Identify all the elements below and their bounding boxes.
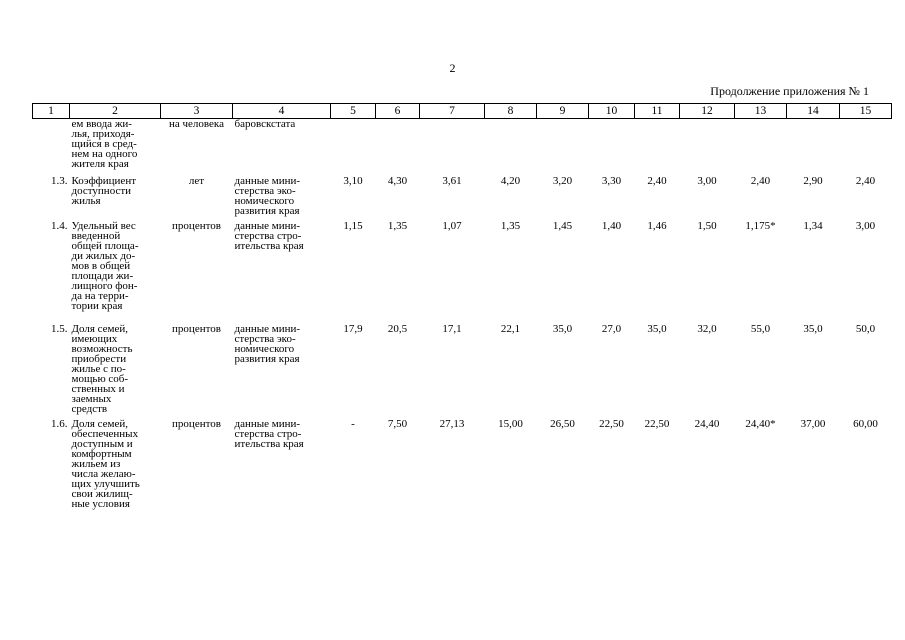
value-cell: 1,34 <box>803 220 823 232</box>
page-number: 2 <box>449 61 456 75</box>
value-cell: 1,15 <box>343 220 363 232</box>
value-cell: 2,90 <box>803 175 823 187</box>
value-cell <box>735 119 787 172</box>
column-header: 7 <box>420 104 485 119</box>
value-cell: 15,00 <box>498 418 523 430</box>
column-header: 8 <box>485 104 537 119</box>
column-header: 11 <box>635 104 680 119</box>
column-header: 4 <box>233 104 331 119</box>
value-cell: 3,00 <box>855 220 876 232</box>
value-cell: 3,30 <box>601 175 622 187</box>
table-row <box>33 119 892 172</box>
unit-of-measure: процентов <box>172 323 221 335</box>
value-cell: 17,1 <box>442 323 462 335</box>
value-cell <box>635 119 680 172</box>
value-cell: 3,00 <box>697 175 717 187</box>
column-header: 1 <box>33 104 70 119</box>
table-row <box>33 319 892 414</box>
value-cell: 26,50 <box>550 418 575 430</box>
indicator-name: Удельный вес введенной общей площа- ди жилых до- мов в общей площади жи- лищного фон- да на терри- тории края <box>71 220 139 312</box>
value-cell: 1,45 <box>552 220 573 232</box>
value-cell: 1,35 <box>500 220 521 232</box>
value-cell: 4,30 <box>387 175 408 187</box>
value-cell: 1,50 <box>697 220 717 232</box>
indicator-name: Доля семей, имеющих возможность приобрести жилье с по- мощью соб- ственных и заемных средств <box>71 323 133 415</box>
column-header: 3 <box>161 104 233 119</box>
data-source: данные мини- стерства эко- номического развития края <box>234 323 301 365</box>
value-cell: 1,175* <box>745 220 776 232</box>
data-source: данные мини- стерства стро- ительства края <box>234 220 304 252</box>
column-header: 6 <box>376 104 420 119</box>
value-cell <box>840 119 892 172</box>
column-header: 2 <box>70 104 161 119</box>
column-header: 12 <box>680 104 735 119</box>
value-cell: 27,13 <box>439 418 465 430</box>
table-row <box>33 414 892 519</box>
value-cell: - <box>351 418 355 430</box>
value-cell: 55,0 <box>750 323 771 335</box>
value-cell: 50,0 <box>855 323 876 335</box>
column-header: 15 <box>840 104 892 119</box>
column-header: 13 <box>735 104 787 119</box>
row-number: 1.4. <box>51 220 68 232</box>
indicators-table <box>32 103 892 519</box>
value-cell: 22,1 <box>500 323 521 335</box>
value-cell: 1,40 <box>601 220 622 232</box>
header-row <box>33 104 892 119</box>
value-cell: 3,20 <box>552 175 573 187</box>
value-cell <box>376 119 420 172</box>
row-number: 1.5. <box>51 323 68 335</box>
value-cell <box>485 119 537 172</box>
value-cell: 3,10 <box>343 175 363 187</box>
value-cell: 35,0 <box>803 323 823 335</box>
value-cell: 2,40 <box>855 175 876 187</box>
value-cell: 4,20 <box>500 175 521 187</box>
value-cell: 60,00 <box>853 418 878 430</box>
value-cell: 35,0 <box>552 323 573 335</box>
column-header: 14 <box>787 104 840 119</box>
value-cell <box>537 119 589 172</box>
row-number <box>33 119 70 172</box>
value-cell: 35,0 <box>647 323 667 335</box>
unit-of-measure: лет <box>188 175 205 187</box>
value-cell: 7,50 <box>387 418 408 430</box>
table-row <box>33 171 892 216</box>
value-cell: 3,61 <box>442 175 462 187</box>
value-cell <box>589 119 635 172</box>
indicator-name: Коэффициент доступности жилья <box>71 175 137 207</box>
row-number: 1.6. <box>51 418 68 430</box>
value-cell: 1,07 <box>442 220 462 232</box>
value-cell: 22,50 <box>599 418 624 430</box>
appendix-continuation-note: Продолжение приложения № 1 <box>710 84 869 98</box>
value-cell: 1,35 <box>387 220 408 232</box>
value-cell: 24,40* <box>745 418 776 430</box>
value-cell <box>787 119 840 172</box>
value-cell: 32,0 <box>697 323 717 335</box>
value-cell <box>420 119 485 172</box>
row-number: 1.3. <box>51 175 68 187</box>
value-cell: 1,46 <box>647 220 667 232</box>
data-source: данные мини- стерства стро- ительства края <box>234 418 304 450</box>
value-cell: 27,0 <box>601 323 622 335</box>
value-cell: 24,40 <box>694 418 720 430</box>
data-source: баровскстата <box>234 118 296 130</box>
value-cell: 37,00 <box>800 418 826 430</box>
indicator-name: Доля семей, обеспеченных доступным и комфортным жильем из числа желаю- щих улучшить свои жилищ- ные условия <box>71 418 140 510</box>
unit-of-measure: на человека <box>169 118 224 130</box>
value-cell: 2,40 <box>647 175 667 187</box>
indicator-name: ем ввода жи- лья, приходя- щийся в сред- нем на одного жителя края <box>71 118 138 170</box>
value-cell: 22,50 <box>644 418 670 430</box>
column-header: 5 <box>331 104 376 119</box>
value-cell <box>331 119 376 172</box>
table-row <box>33 216 892 319</box>
column-header: 10 <box>589 104 635 119</box>
value-cell: 17,9 <box>343 323 363 335</box>
value-cell: 2,40 <box>750 175 771 187</box>
unit-of-measure: процентов <box>172 220 221 232</box>
value-cell <box>680 119 735 172</box>
unit-of-measure: процентов <box>172 418 221 430</box>
value-cell: 20,5 <box>387 323 408 335</box>
column-header: 9 <box>537 104 589 119</box>
data-source: данные мини- стерства эко- номического развития края <box>234 175 301 217</box>
